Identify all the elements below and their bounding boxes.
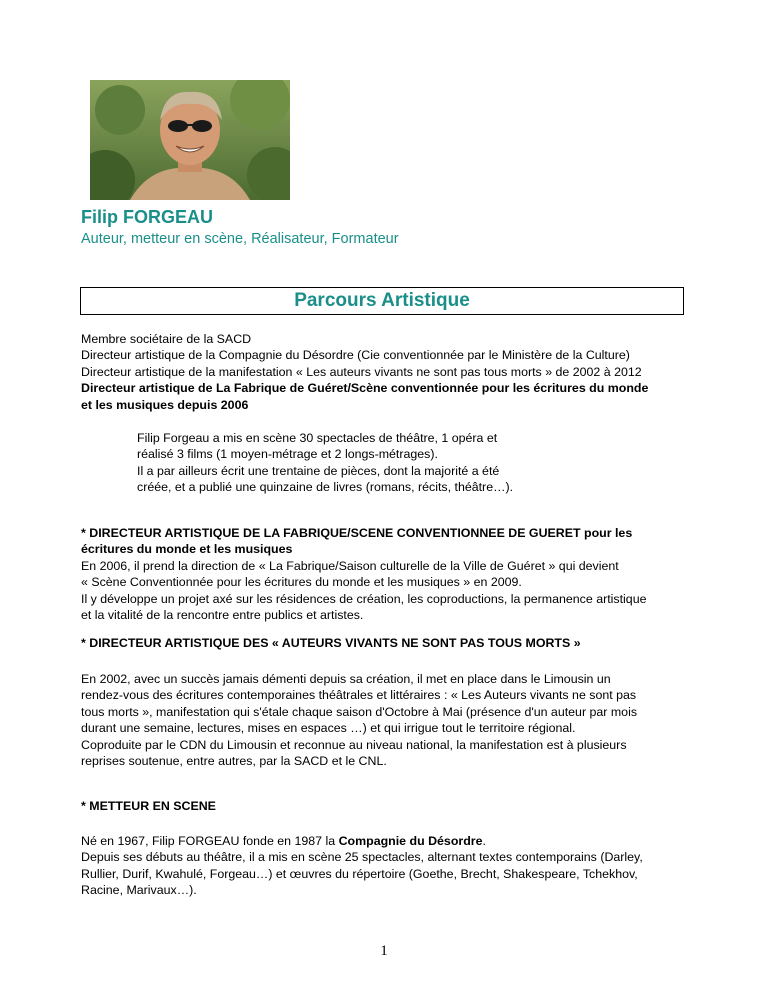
- auteurs-heading: * DIRECTEUR ARTISTIQUE DES « AUTEURS VIVANTS NE SONT PAS TOUS MORTS »: [81, 636, 581, 650]
- fabrique-line: En 2006, il prend la direction de « La Fabrique/Saison culturelle de la Ville de Guéret » qui devient: [81, 558, 619, 573]
- summary-line: créée, et a publié une quinzaine de livres (romans, récits, théâtre…).: [137, 480, 514, 495]
- fabrique-line: et la vitalité de la rencontre entre publics et artistes.: [81, 608, 364, 623]
- portrait-photo: [90, 80, 290, 200]
- metteur-line: Racine, Marivaux…).: [81, 883, 197, 898]
- metteur-body: [81, 833, 687, 899]
- auteurs-line: En 2002, avec un succès jamais démenti depuis sa création, il met en place dans le Limousin un: [81, 672, 611, 686]
- fabrique-line: « Scène Conventionnée pour les écritures du monde et les musiques » en 2009.: [81, 575, 522, 590]
- page-number: 1: [380, 943, 388, 959]
- fabrique-heading: * DIRECTEUR ARTISTIQUE DE LA FABRIQUE/SCENE CONVENTIONNEE DE GUERET pour les: [81, 526, 633, 540]
- auteurs-heading-block: [81, 635, 687, 651]
- metteur-line: Rullier, Durif, Kwahulé, Forgeau…) et œuvres du répertoire (Goethe, Brecht, Shakespeare, Tchekhov,: [81, 866, 638, 881]
- summary-block: [137, 430, 557, 496]
- intro-block: [81, 331, 687, 413]
- intro-line: Directeur artistique de la Compagnie du Désordre (Cie conventionnée par le Ministère de la Culture): [81, 348, 630, 363]
- author-roles: Auteur, metteur en scène, Réalisateur, Formateur: [81, 231, 399, 247]
- auteurs-line: durant une semaine, lectures, mises en espaces …) et qui irrigue tout le territoire régional.: [81, 721, 576, 736]
- metteur-heading: * METTEUR EN SCENE: [81, 799, 216, 813]
- section-title-box: [80, 287, 684, 315]
- auteurs-body: [81, 671, 687, 769]
- summary-line: Il a par ailleurs écrit une trentaine de pièces, dont la majorité a été: [137, 463, 500, 478]
- fabrique-section: [81, 525, 687, 623]
- compagnie-name: Compagnie du Désordre: [338, 834, 483, 848]
- intro-line: Directeur artistique de la manifestation « Les auteurs vivants ne sont pas tous morts » de 2002 à 2012: [81, 364, 642, 379]
- intro-line: Directeur artistique de La Fabrique de Guéret/Scène conventionnée pour les écritures du monde: [81, 381, 649, 396]
- summary-line: Filip Forgeau a mis en scène 30 spectacles de théâtre, 1 opéra et: [137, 431, 498, 445]
- auteurs-line: rendez-vous des écritures contemporaines théâtrales et littéraires : « Les Auteurs vivants ne sont pas: [81, 688, 637, 703]
- metteur-heading-block: [81, 798, 687, 814]
- fabrique-heading: écritures du monde et les musiques: [81, 542, 293, 557]
- metteur-line: Depuis ses débuts au théâtre, il a mis en scène 25 spectacles, alternant textes contemporains (Darley,: [81, 850, 643, 865]
- intro-line: Membre sociétaire de la SACD: [81, 332, 252, 346]
- auteurs-line: reprises soutenue, entre autres, par la SACD et le CNL.: [81, 754, 387, 769]
- auteurs-line: tous morts », manifestation qui s'étale chaque saison d'Octobre à Mai (présence d'un auteur par mois: [81, 704, 638, 719]
- metteur-line-prefix: Né en 1967, Filip FORGEAU fonde en 1987 la: [81, 834, 339, 848]
- intro-line: et les musiques depuis 2006: [81, 397, 249, 412]
- metteur-line: [81, 833, 687, 849]
- metteur-line-suffix: .: [482, 834, 486, 848]
- auteurs-line: Coproduite par le CDN du Limousin et reconnue au niveau national, la manifestation est à plusieurs: [81, 737, 627, 752]
- fabrique-line: Il y développe un projet axé sur les résidences de création, les coproductions, la permanence artistique: [81, 591, 647, 606]
- section-title: Parcours Artistique: [294, 290, 470, 311]
- summary-line: réalisé 3 films (1 moyen-métrage et 2 longs-métrages).: [137, 447, 438, 462]
- author-name: Filip FORGEAU: [81, 207, 213, 227]
